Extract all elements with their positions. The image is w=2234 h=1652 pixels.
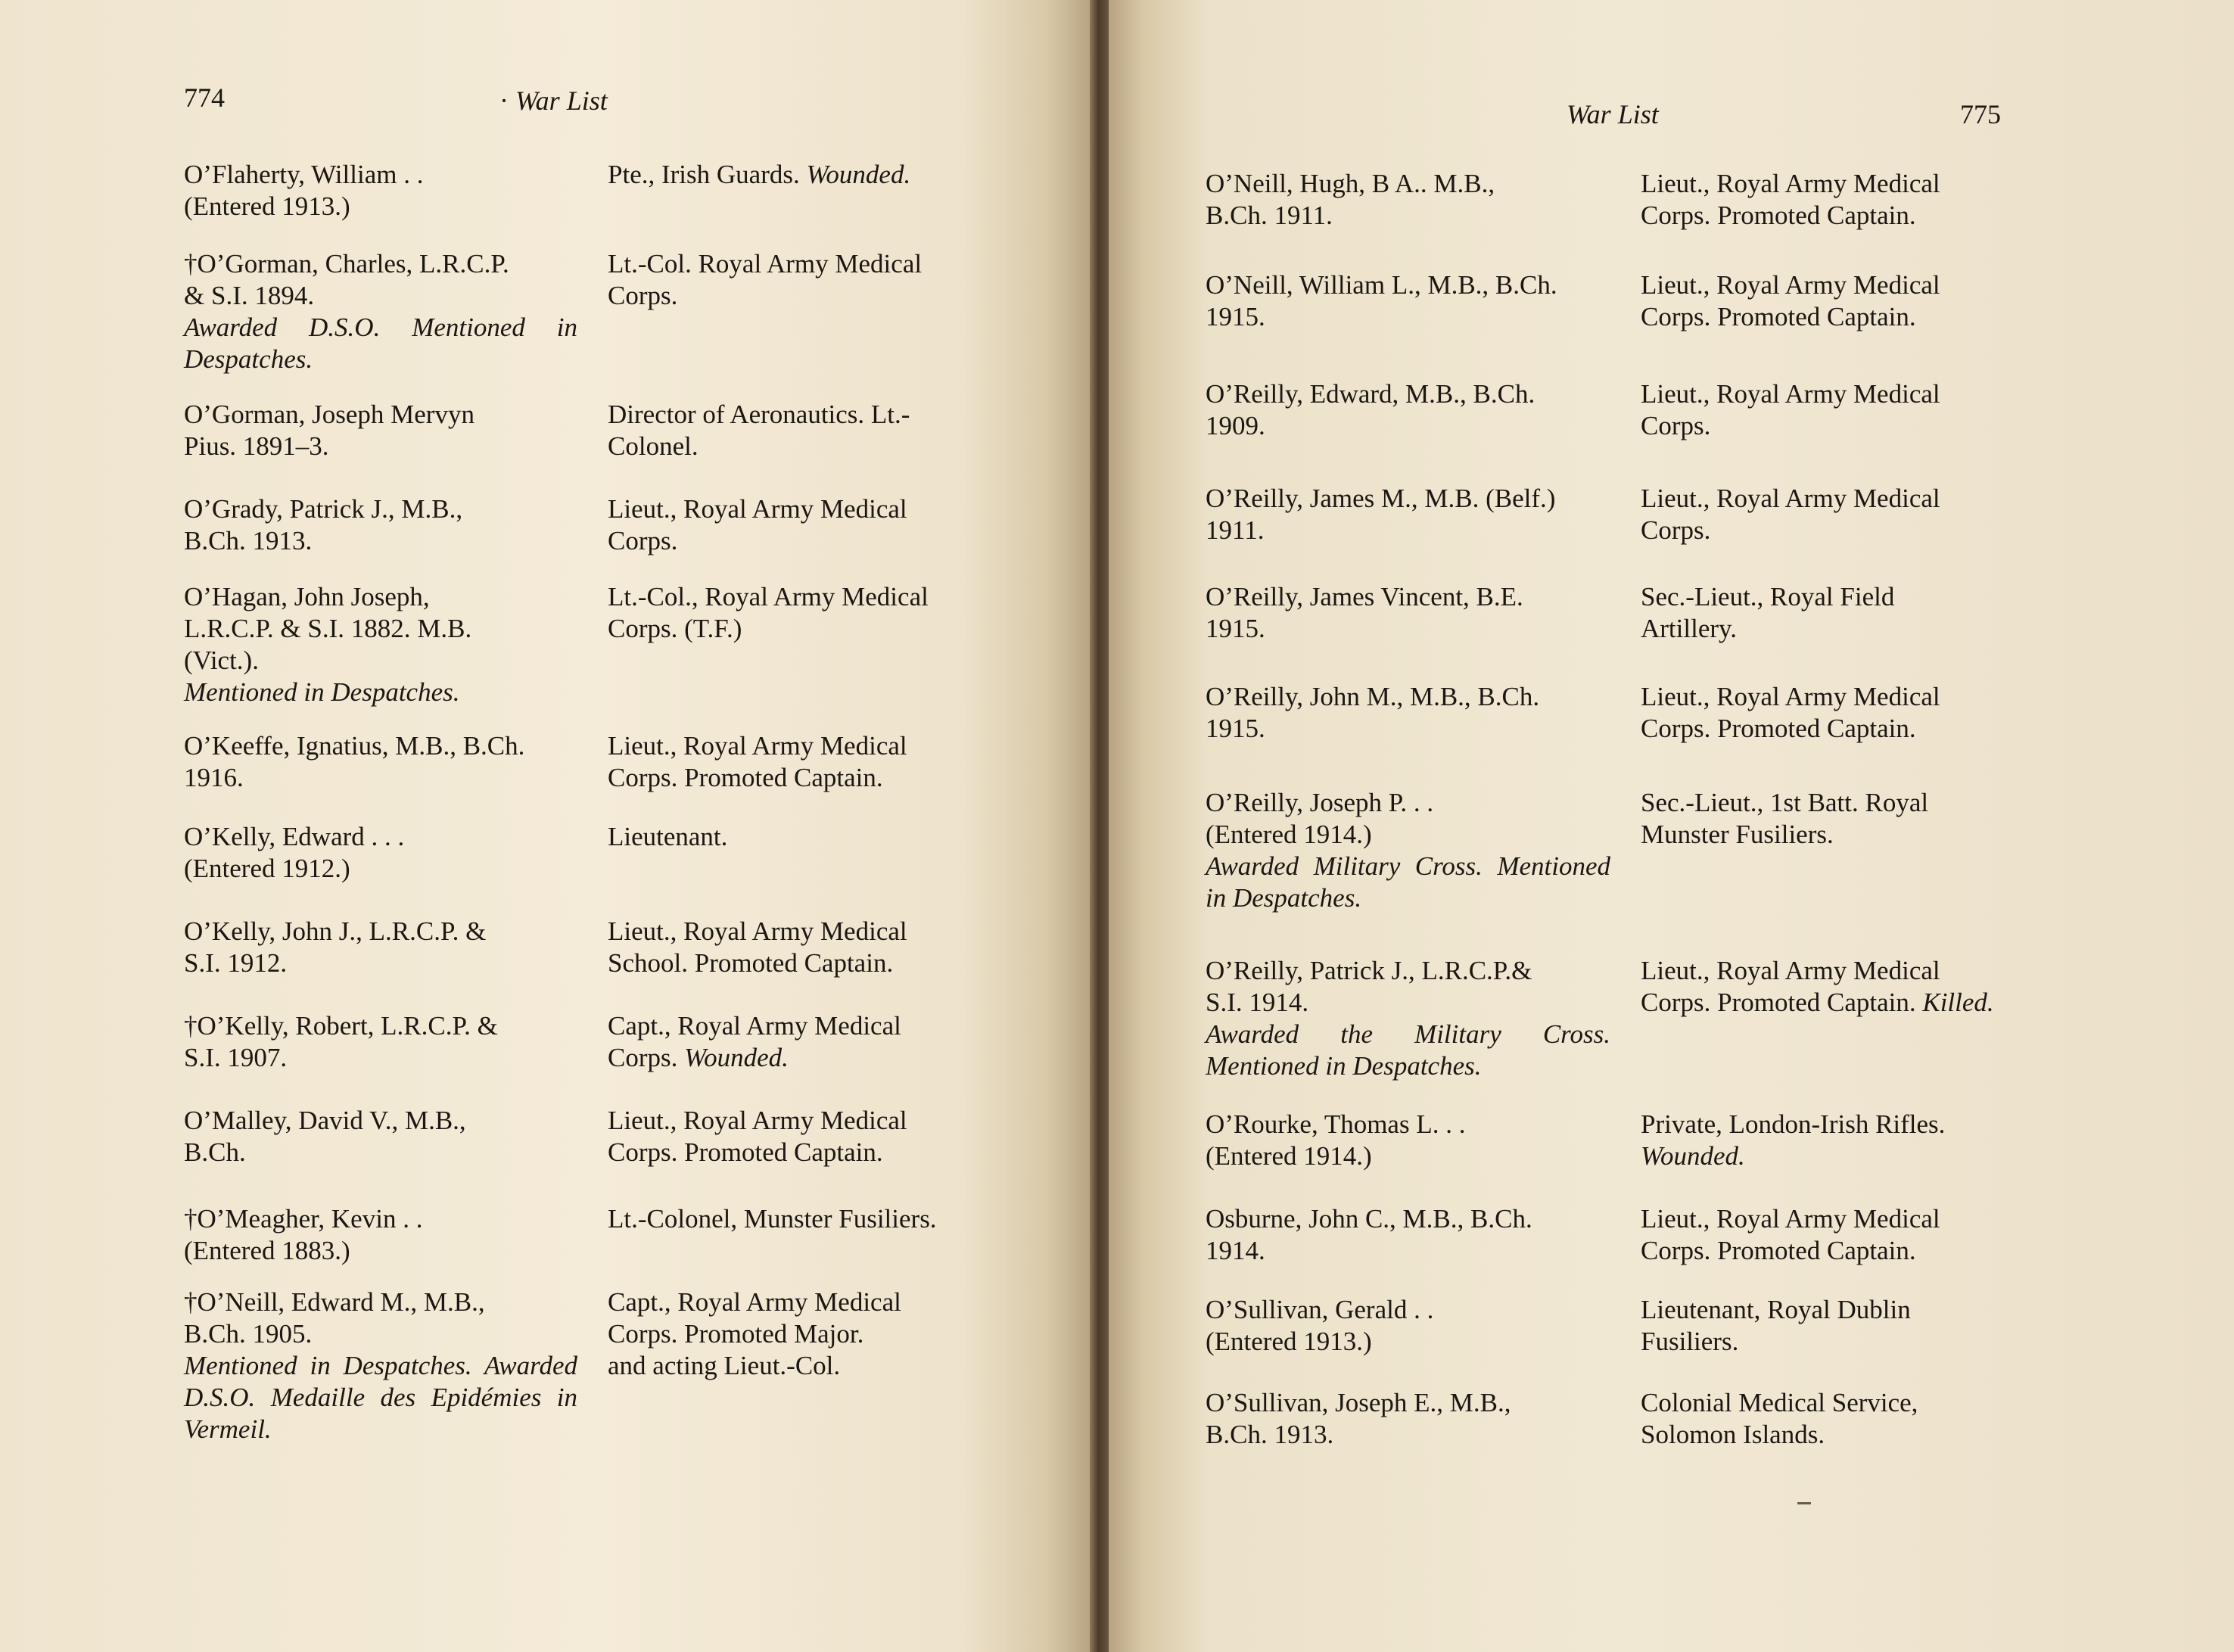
entry-name-line: †O’Gorman, Charles, L.R.C.P. [184,249,509,278]
entry-name-note: Mentioned in Despatches. Awarded D.S.O. Medaille des Epidémies in Vermeil. [184,1351,577,1444]
entry-service-line: Corps. (T.F.) [608,614,742,643]
entry-name-line: †O’Kelly, Robert, L.R.C.P. & [184,1011,498,1041]
left-page [0,0,1090,1652]
entry-service [608,581,986,645]
entry-name [184,399,577,462]
entry-service-line: Artillery. [1641,614,1737,643]
entry-service-note: Wounded. [806,160,911,189]
entry-service [608,821,986,853]
entry-service-line: Lieut., Royal Army Medical [1641,956,1940,985]
entry-name [184,493,577,557]
entry-name-line: O’Neill, Hugh, B A.. M.B., [1206,169,1495,198]
entry-service [608,399,986,462]
entry-service-line: Corps. Promoted Major. [608,1319,864,1349]
entry-service-line: Corps. [608,281,678,310]
entry-service-line: School. Promoted Captain. [608,948,894,978]
entry-service-line: Colonial Medical Service, [1641,1388,1918,1417]
entry-name-line: S.I. 1912. [184,948,288,978]
entry-service-line: Lt.-Colonel, Munster Fusiliers. [608,1204,937,1234]
entry-name [184,159,577,222]
entry-name-line: O’Reilly, Patrick J., L.R.C.P.& [1206,956,1532,985]
entry-name [1206,681,1610,745]
entry-name [1206,1387,1610,1451]
entry-name-line: O’Sullivan, Joseph E., M.B., [1206,1388,1511,1417]
left-running-head: · War List [499,86,608,116]
entry-service-line: Private, London-Irish Rifles. [1641,1109,1946,1139]
left-page-number: 774 [184,82,225,113]
entry-name [1206,955,1610,1082]
entry-name [1206,168,1610,232]
entry-name-line: 1915. [1206,302,1265,331]
entry-name-line: (Entered 1913.) [1206,1327,1372,1356]
entry-service [608,1286,986,1382]
entry-service-line: Lieut., Royal Army Medical [1641,484,1940,513]
entry-name-line: O’Gorman, Joseph Mervyn [184,400,474,429]
entry-service-line: Munster Fusiliers. [1641,820,1834,849]
entry-service [608,1203,986,1235]
entry-service-line: Sec.-Lieut., Royal Field [1641,582,1895,611]
entry-name [184,1010,577,1074]
entry-service [608,730,986,794]
entry-name [1206,581,1610,645]
entry-service-line: Corps. Promoted Captain. [1641,714,1916,743]
entry-service-line: Corps. Promoted Captain. [1641,201,1916,230]
entry-service-line: Capt., Royal Army Medical [608,1011,901,1041]
entry-service-line: Corps. Promoted Captain. [1641,302,1916,331]
entry-service-line: Lieut., Royal Army Medical [1641,682,1940,711]
entry-service [1641,1203,2034,1267]
entry-name-line: (Entered 1912.) [184,854,350,883]
entry-name [1206,483,1610,546]
entry-service [1641,378,2034,442]
entry-service-line: Lieutenant. [608,822,728,851]
entry-name-line: Osburne, John C., M.B., B.Ch. [1206,1204,1532,1234]
entry-service-line: Corps. Promoted Captain. [1641,1236,1916,1265]
entry-service [1641,955,2034,1019]
entry-name [1206,1294,1610,1358]
entry-service-line: Fusiliers. [1641,1327,1739,1356]
entry-name-line: O’Kelly, Edward . . . [184,822,405,851]
entry-name-line: O’Reilly, James M., M.B. (Belf.) [1206,484,1556,513]
entry-service-line: Lieut., Royal Army Medical [1641,169,1940,198]
entry-name-line: 1915. [1206,714,1265,743]
entry-service [1641,581,2034,645]
page-mark [1797,1502,1811,1504]
entry-name [184,1105,577,1168]
entry-service-line: Lieut., Royal Army Medical [1641,1204,1940,1234]
entry-name [184,248,577,375]
entry-service-line: Lieutenant, Royal Dublin [1641,1295,1911,1324]
entry-name-line: O’Neill, William L., M.B., B.Ch. [1206,270,1557,300]
entry-name-line: O’Rourke, Thomas L. . . [1206,1109,1466,1139]
entry-name-line: (Entered 1914.) [1206,820,1372,849]
entry-name-line: O’Hagan, John Joseph, [184,582,430,611]
entry-name [184,821,577,885]
entry-service-line: Capt., Royal Army Medical [608,1287,901,1317]
entry-name-line: O’Reilly, James Vincent, B.E. [1206,582,1523,611]
entry-name-line: B.Ch. 1905. [184,1319,313,1349]
entry-name-line: B.Ch. 1913. [1206,1420,1334,1449]
entry-name-line: †O’Neill, Edward M., M.B., [184,1287,485,1317]
entry-name-line: 1914. [1206,1236,1265,1265]
entry-name-line: O’Keeffe, Ignatius, M.B., B.Ch. [184,731,525,761]
entry-name-line: (Entered 1914.) [1206,1141,1372,1171]
entry-name-line: (Vict.). [184,646,259,675]
entry-service [1641,168,2034,232]
entry-service [608,493,986,557]
entry-name-line: O’Grady, Patrick J., M.B., [184,494,463,524]
right-running-head [1567,98,1659,130]
entry-name-line: (Entered 1883.) [184,1236,350,1265]
right-running-head-text: War List [1567,99,1659,129]
entry-service-note: Wounded. [684,1043,789,1072]
entry-service [1641,787,2034,851]
entry-name-line: †O’Meagher, Kevin . . [184,1204,423,1234]
entry-service-line: Director of Aeronautics. Lt.- [608,400,910,429]
entry-name-line: 1909. [1206,411,1265,440]
entry-name [184,730,577,794]
entry-name [1206,787,1610,914]
entry-service-line: Corps. Promoted Captain. [1641,988,1916,1017]
entry-service-line: Corps. [1641,515,1711,545]
entry-service-line: Solomon Islands. [1641,1420,1825,1449]
entry-service [1641,1387,2034,1451]
entry-name-line: O’Malley, David V., M.B., [184,1106,466,1135]
entry-service-line: Corps. [608,526,678,555]
entry-name-line: 1911. [1206,515,1265,545]
entry-name-note: Awarded D.S.O. Mentioned in Despatches. [184,313,577,374]
entry-service [608,248,986,312]
entry-service-line: Lieut., Royal Army Medical [608,1106,907,1135]
entry-name-line: S.I. 1907. [184,1043,288,1072]
entry-service-line: Lieut., Royal Army Medical [1641,270,1940,300]
entry-name-line: O’Reilly, John M., M.B., B.Ch. [1206,682,1540,711]
entry-service-line: Corps. [608,1043,678,1072]
entry-service-line: Lt.-Col. Royal Army Medical [608,249,923,278]
entry-service-line: Corps. Promoted Captain. [608,1137,883,1167]
entry-name-line: O’Flaherty, William . . [184,160,424,189]
entry-service-note: Killed. [1922,988,1994,1017]
entry-service-line: Lieut., Royal Army Medical [608,731,907,761]
entry-service-line: Corps. [1641,411,1711,440]
entry-service [608,159,986,191]
entry-name [184,1203,577,1267]
entry-name-line: B.Ch. 1913. [184,526,313,555]
entry-name [184,916,577,979]
left-running-head-text: War List [515,86,608,116]
entry-service [1641,269,2034,333]
entry-service-note: Wounded. [1641,1141,1745,1171]
entry-name-line: O’Reilly, Joseph P. . . [1206,788,1434,817]
entry-name [1206,269,1610,333]
entry-name-line: B.Ch. [184,1137,246,1167]
entry-name [1206,1203,1610,1267]
entry-name-line: L.R.C.P. & S.I. 1882. M.B. [184,614,472,643]
entry-service-line: Colonel. [608,431,699,461]
entry-name-line: O’Reilly, Edward, M.B., B.Ch. [1206,379,1535,409]
entry-name-note: Awarded Military Cross. Mentioned in Despatches. [1206,851,1610,913]
entry-name [1206,378,1610,442]
entry-name [184,581,577,708]
entry-service [608,916,986,979]
entry-name-line: 1915. [1206,614,1265,643]
entry-name-line: (Entered 1913.) [184,191,350,221]
entry-name-line: O’Kelly, John J., L.R.C.P. & [184,916,487,946]
entry-name-line: S.I. 1914. [1206,988,1309,1017]
entry-name-line: Pius. 1891–3. [184,431,329,461]
entry-name-note: Mentioned in Despatches. [184,677,460,707]
entry-name-note: Awarded the Military Cross. Mentioned in Despatches. [1206,1019,1610,1081]
entry-service-line: Corps. Promoted Captain. [608,763,883,792]
entry-name-line: & S.I. 1894. [184,281,315,310]
entry-service [1641,681,2034,745]
entry-name [1206,1109,1610,1172]
entry-service [1641,1294,2034,1358]
entry-service [1641,1109,2034,1172]
entry-service-line: Lieut., Royal Army Medical [1641,379,1940,409]
entry-service [608,1010,986,1074]
entry-service-line: and acting Lieut.-Col. [608,1351,841,1380]
entry-name-line: B.Ch. 1911. [1206,201,1333,230]
entry-service-line: Lt.-Col., Royal Army Medical [608,582,929,611]
entry-service [608,1105,986,1168]
entry-service-line: Pte., Irish Guards. [608,160,800,189]
entry-name [184,1286,577,1445]
entry-service-line: Lieut., Royal Army Medical [608,494,907,524]
entry-service-line: Sec.-Lieut., 1st Batt. Royal [1641,788,1929,817]
book-gutter [1090,0,1109,1652]
entry-service [1641,483,2034,546]
right-page [1109,0,2234,1652]
entry-service-line: Lieut., Royal Army Medical [608,916,907,946]
entry-name-line: O’Sullivan, Gerald . . [1206,1295,1434,1324]
entry-name-line: 1916. [184,763,244,792]
right-page-number: 775 [1960,99,2001,129]
